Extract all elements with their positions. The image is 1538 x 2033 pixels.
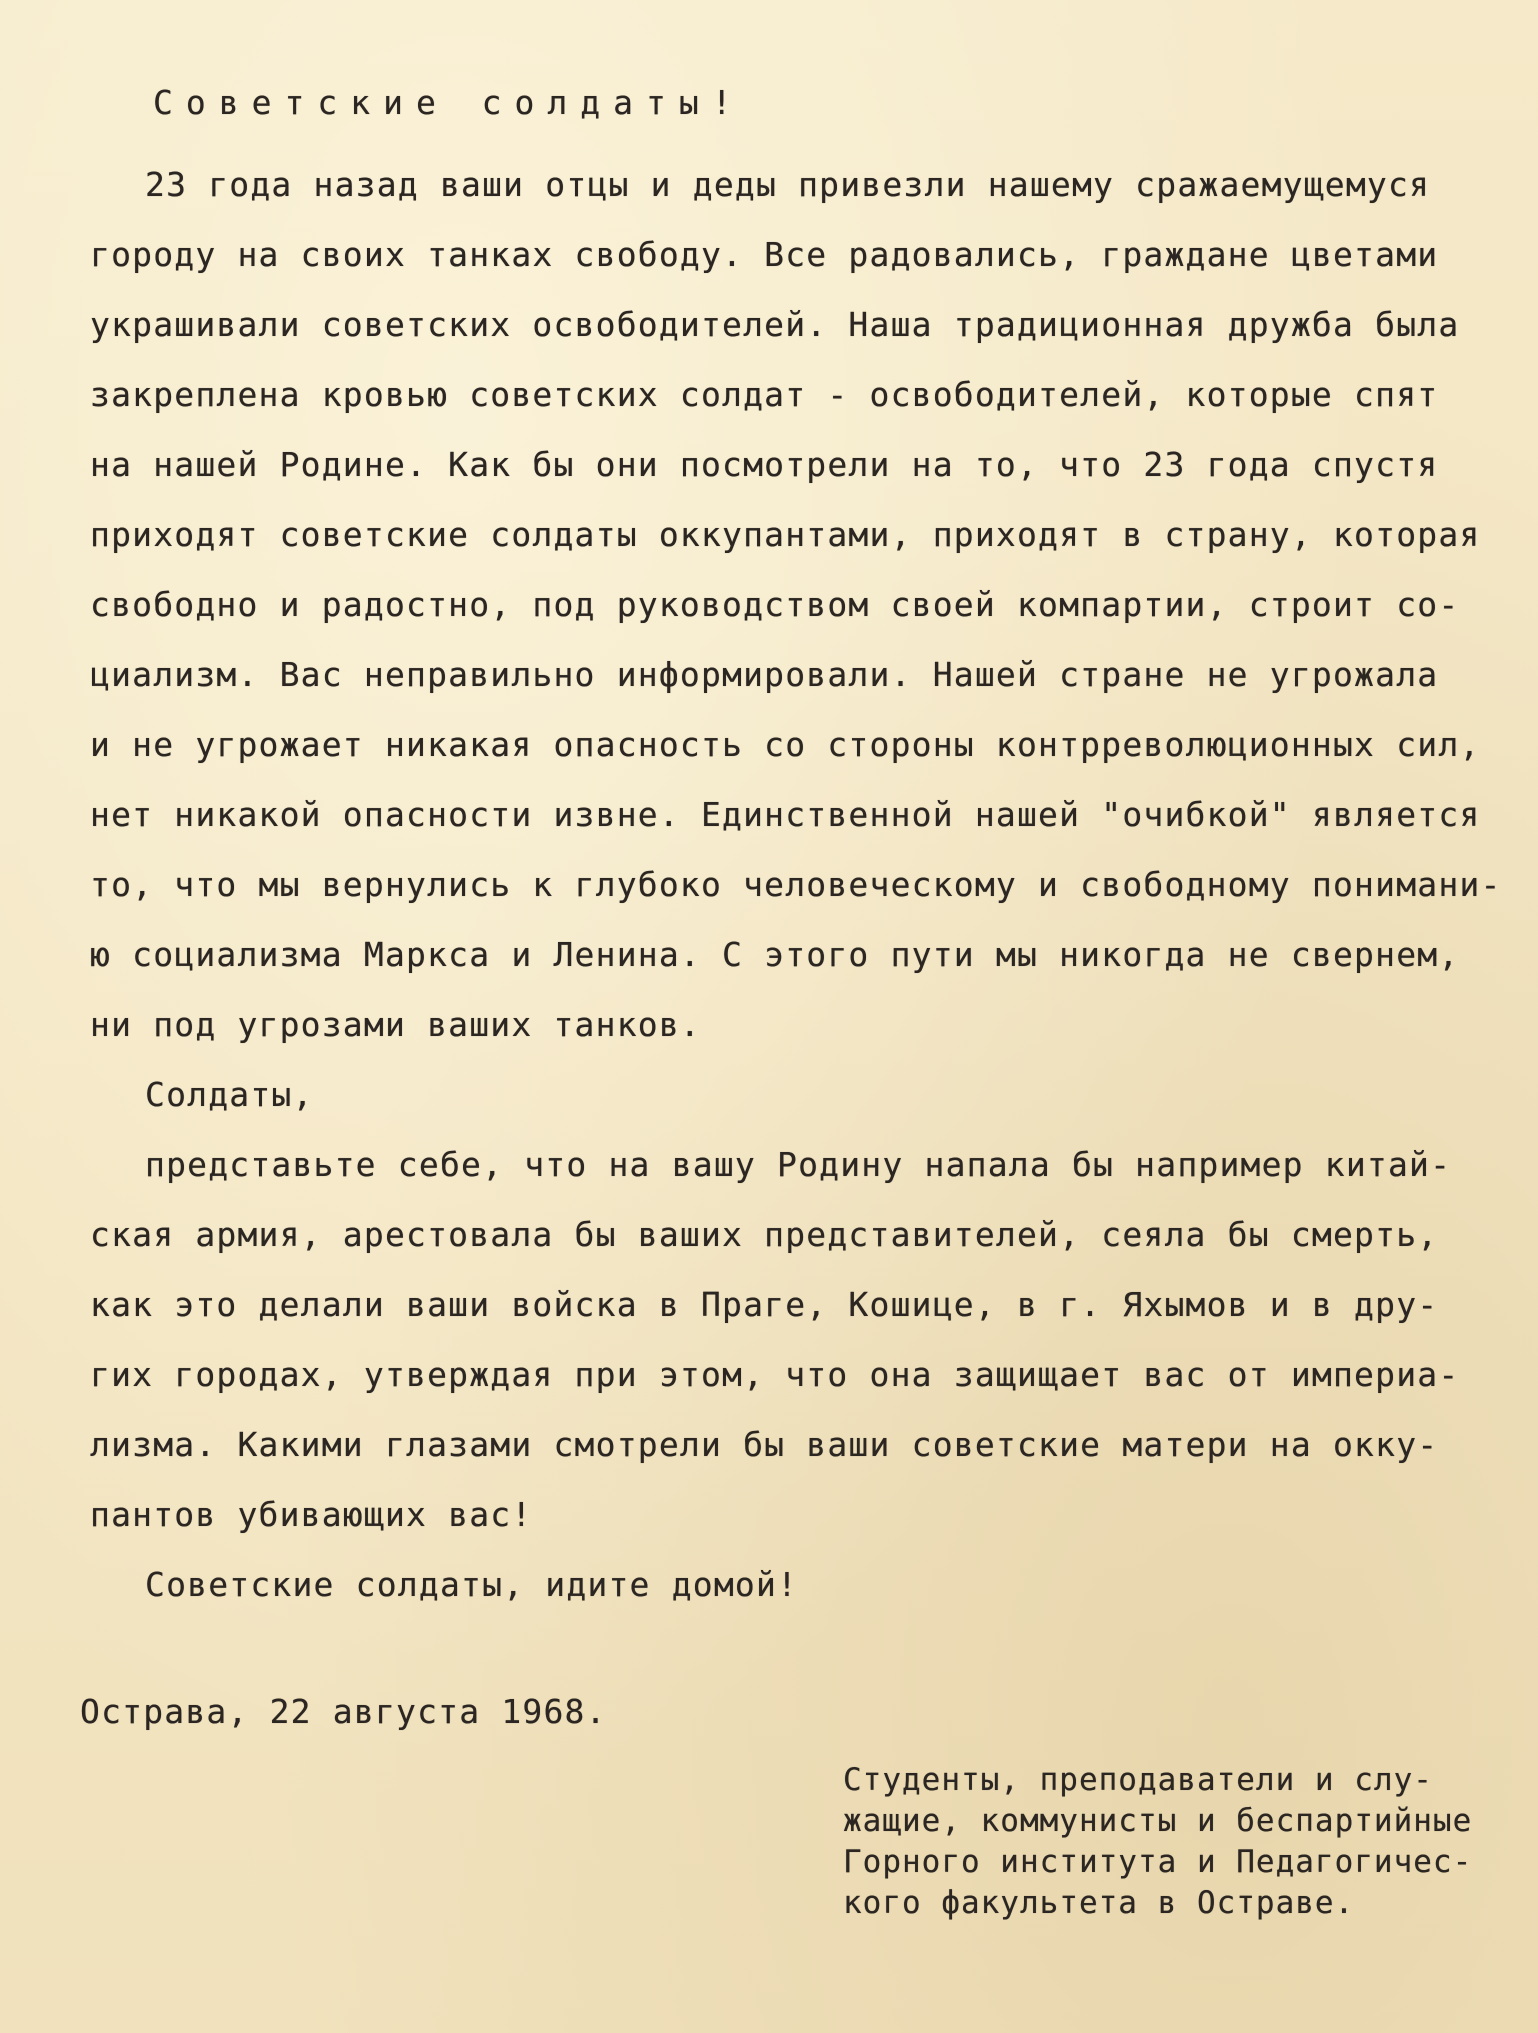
paragraph-1-line: закреплена кровью советских солдат - освободителей, которые спят [90, 375, 1439, 414]
paragraph-1-line: ни под угрозами ваших танков. [90, 1005, 701, 1044]
paragraph-1-line: городу на своих танках свободу. Все радовались, граждане цветами [90, 235, 1439, 274]
signature-line: кого факультета в Остраве. [843, 1885, 1355, 1921]
paragraph-2-line: гих городах, утверждая при этом, что она защищает вас от империа- [90, 1355, 1460, 1394]
paragraph-1-line: приходят советские солдаты оккупантами, приходят в страну, которая [90, 515, 1481, 554]
signature-line: жащие, коммунисты и беспартийные [843, 1803, 1473, 1839]
paragraph-1-line: то, что мы вернулись к глубоко человеческому и свободному понимани- [90, 865, 1502, 904]
paragraph-2-line: представьте себе, что на вашу Родину напала бы например китай- [145, 1145, 1452, 1184]
signature-line: Студенты, преподаватели и слу- [843, 1762, 1433, 1798]
paragraph-1-line: и не угрожает никакая опасность со стороны контрреволюционных сил, [90, 725, 1481, 764]
leaflet-heading: Советские солдаты! [153, 83, 745, 122]
paragraph-1-line: на нашей Родине. Как бы они посмотрели на то, что 23 года спустя [90, 445, 1439, 484]
paragraph-1-line: циализм. Вас неправильно информировали. Нашей стране не угрожала [90, 655, 1439, 694]
paragraph-2-line: ская армия, арестовала бы ваших представителей, сеяла бы смерть, [90, 1215, 1439, 1254]
paragraph-1-line: нет никакой опасности извне. Единственной нашей "очибкой" является [90, 795, 1481, 834]
paragraph-2-line: как это делали ваши войска в Праге, Кошице, в г. Яхымов и в дру- [90, 1285, 1439, 1324]
place-and-date: Острава, 22 августа 1968. [80, 1692, 607, 1731]
paragraph-2-line: пантов убивающих вас! [90, 1495, 533, 1534]
paragraph-1-line: украшивали советских освободителей. Наша традиционная дружба была [90, 305, 1460, 344]
paragraph-1-line: ю социализма Маркса и Ленина. С этого пути мы никогда не свернем, [90, 935, 1460, 974]
paragraph-1-line: 23 года назад ваши отцы и деды привезли нашему сражаемущемуся [145, 165, 1431, 204]
paragraph-2-line: лизма. Какими глазами смотрели бы ваши советские матери на окку- [90, 1425, 1439, 1464]
address-soldiers: Солдаты, [145, 1075, 314, 1114]
signature-line: Горного института и Педагогичес- [843, 1844, 1473, 1880]
closing-appeal: Советские солдаты, идите домой! [145, 1565, 799, 1604]
paragraph-1-line: свободно и радостно, под руководством своей компартии, строит со- [90, 585, 1460, 624]
